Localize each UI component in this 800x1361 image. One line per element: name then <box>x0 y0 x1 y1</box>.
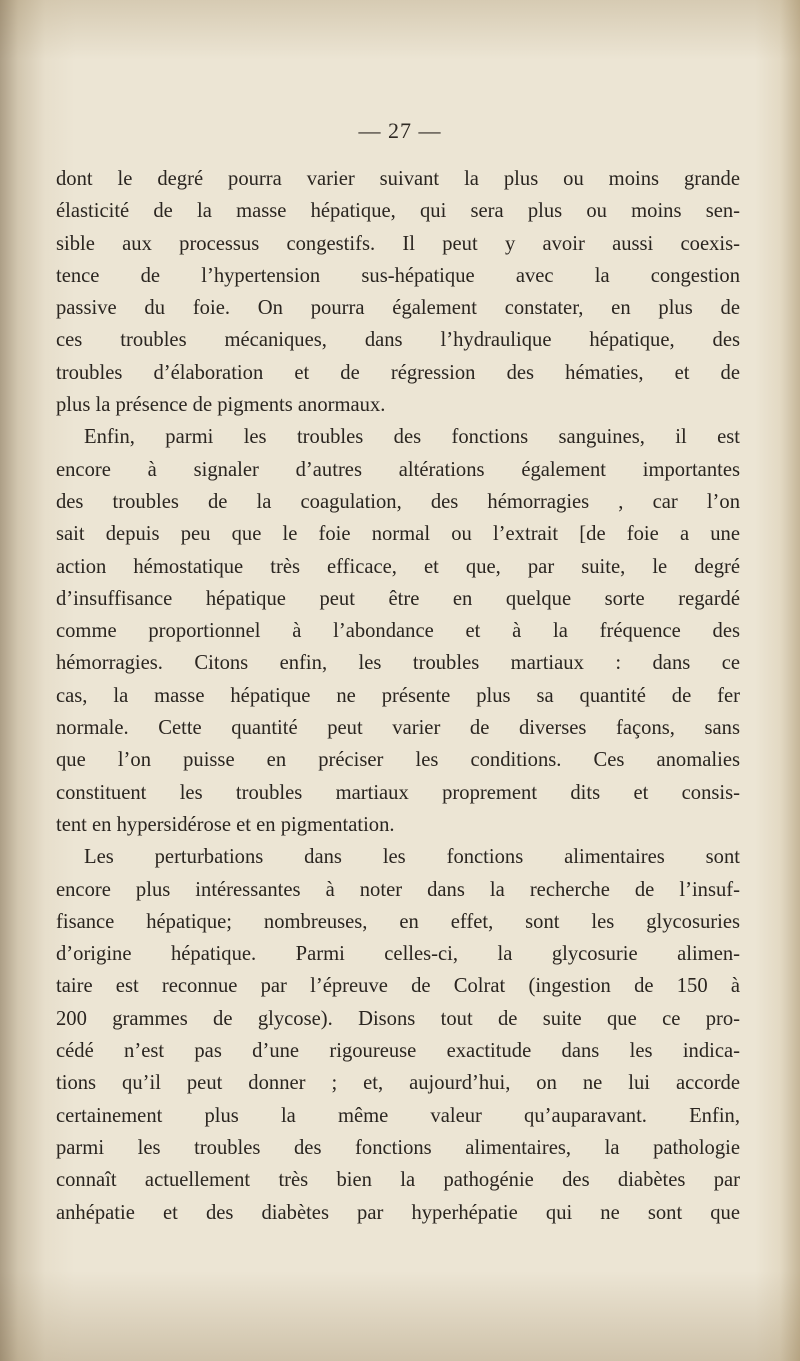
text-line: tions qu’il peut donner ; et, aujourd’hui, on ne lui accorde <box>56 1072 740 1095</box>
text-line: encore plus intéressantes à noter dans la recherche de l’insuf- <box>56 878 740 901</box>
text-line: tent en hypersidérose et en pigmentation. <box>56 813 395 836</box>
text-line: élasticité de la masse hépatique, qui sera plus ou moins sen- <box>56 200 740 223</box>
text-line: sait depuis peu que le foie normal ou l’extrait [de foie a une <box>56 523 740 546</box>
text-line: cédé n’est pas d’une rigoureuse exactitude dans les indica- <box>56 1040 740 1063</box>
text-line: sible aux processus congestifs. Il peut y avoir aussi coexis- <box>56 232 740 255</box>
text-line: connaît actuellement très bien la pathogénie des diabètes par <box>56 1169 740 1192</box>
page-number: — 27 — <box>358 118 442 143</box>
body-text <box>56 163 740 1229</box>
text-line: troubles d’élaboration et de régression des hématies, et de <box>56 361 740 384</box>
text-line: anhépatie et des diabètes par hyperhépatie qui ne sont que <box>56 1201 740 1224</box>
text-line: encore à signaler d’autres altérations également importantes <box>56 458 740 481</box>
text-line: Enfin, parmi les troubles des fonctions sanguines, il est <box>84 426 740 449</box>
text-line: normale. Cette quantité peut varier de diverses façons, sans <box>56 717 740 740</box>
text-line: parmi les troubles des fonctions alimentaires, la pathologie <box>56 1136 740 1159</box>
text-line: d’insuffisance hépatique peut être en quelque sorte regardé <box>56 587 740 610</box>
text-line: que l’on puisse en préciser les conditions. Ces anomalies <box>56 749 740 772</box>
text-line: d’origine hépatique. Parmi celles-ci, la glycosurie alimen- <box>56 943 740 966</box>
text-line: 200 grammes de glycose). Disons tout de suite que ce pro- <box>56 1007 740 1030</box>
text-line: tence de l’hypertension sus-hépatique avec la congestion <box>56 264 740 287</box>
text-line: plus la présence de pigments anormaux. <box>56 394 386 417</box>
text-line: comme proportionnel à l’abondance et à la fréquence des <box>56 620 740 643</box>
text-line: dont le degré pourra varier suivant la plus ou moins grande <box>56 168 740 190</box>
text-line: hémorragies. Citons enfin, les troubles martiaux : dans ce <box>56 652 740 675</box>
text-line: Les perturbations dans les fonctions alimentaires sont <box>84 846 740 869</box>
text-line: fisance hépatique; nombreuses, en effet, sont les glycosuries <box>56 910 740 933</box>
text-line: certainement plus la même valeur qu’auparavant. Enfin, <box>56 1104 740 1127</box>
text-line: des troubles de la coagulation, des hémorragies , car l’on <box>56 490 740 513</box>
text-line: passive du foie. On pourra également constater, en plus de <box>56 297 740 320</box>
text-line: ces troubles mécaniques, dans l’hydraulique hépatique, des <box>56 329 740 352</box>
text-line: action hémostatique très efficace, et que, par suite, le degré <box>56 555 740 578</box>
text-line: taire est reconnue par l’épreuve de Colrat (ingestion de 150 à <box>56 975 740 998</box>
text-line: constituent les troubles martiaux proprement dits et consis- <box>56 781 740 804</box>
text-line: cas, la masse hépatique ne présente plus sa quantité de fer <box>56 684 740 707</box>
